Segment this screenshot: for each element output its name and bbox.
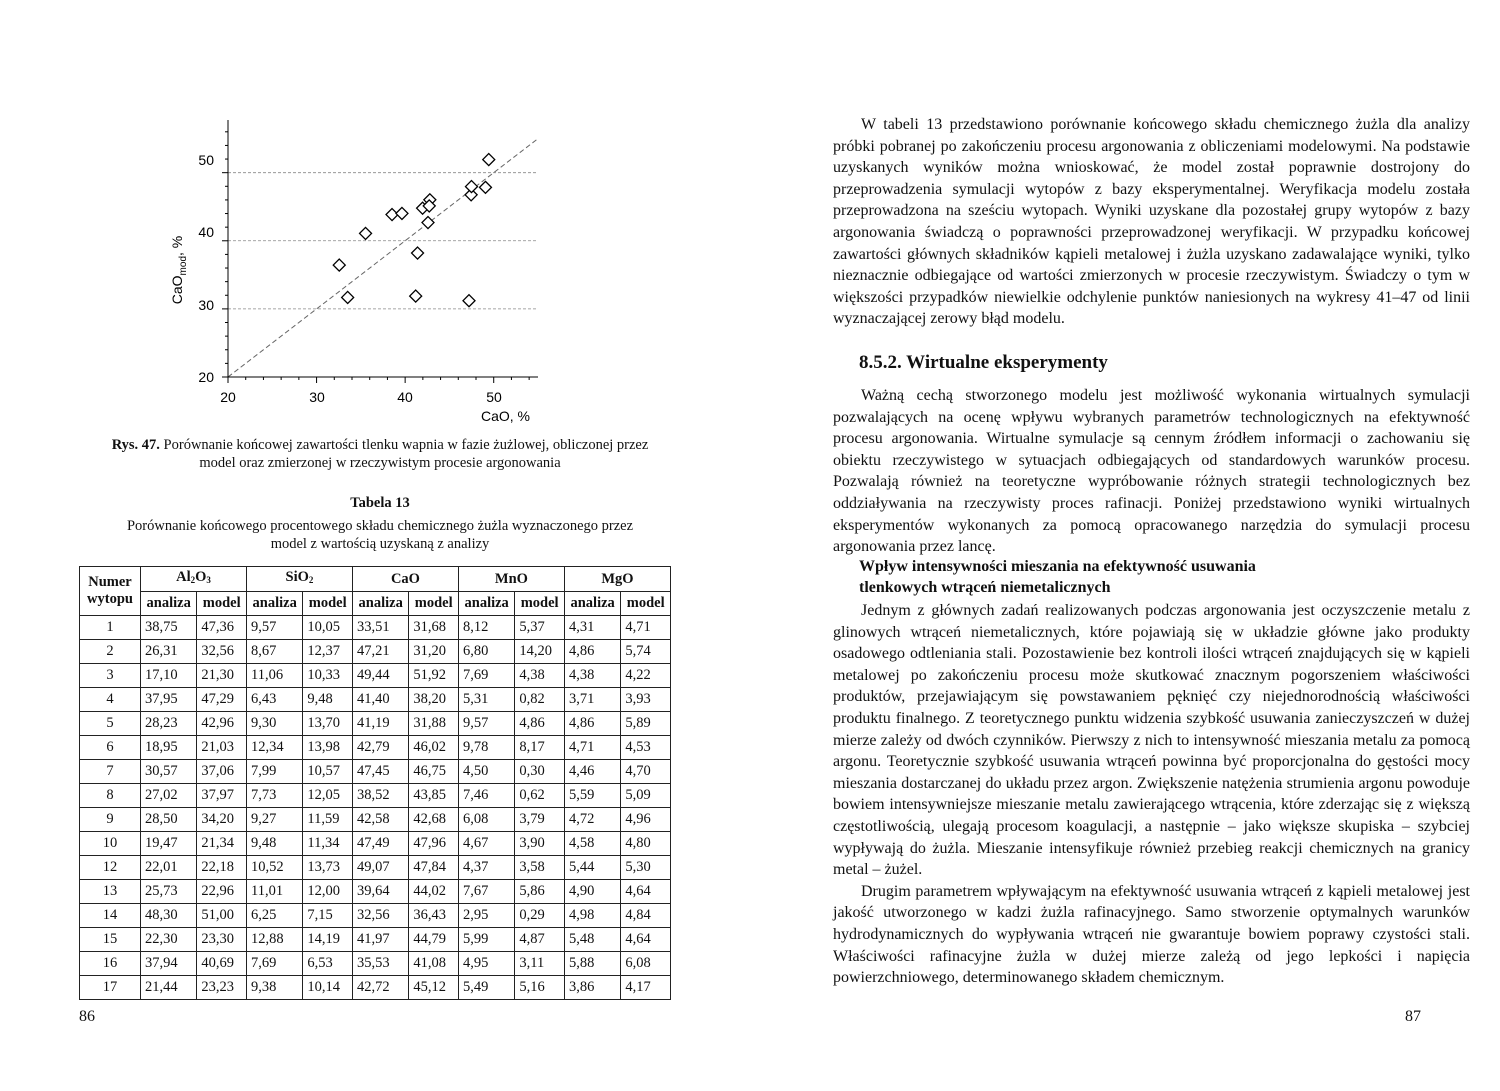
data-point (333, 259, 345, 271)
table-subheader-analiza: analiza (458, 592, 514, 616)
table-cell-value: 41,08 (409, 952, 459, 976)
table-cell-value: 31,68 (409, 616, 459, 640)
table-subheader-model: model (409, 592, 459, 616)
figure-caption (110, 436, 650, 472)
table-subheader-analiza: analiza (246, 592, 302, 616)
data-point (396, 207, 408, 219)
table-cell-value: 21,30 (197, 664, 247, 688)
table-cell-value: 6,08 (621, 952, 671, 976)
table-cell-value: 5,09 (621, 784, 671, 808)
data-point (410, 290, 422, 302)
table-cell-value: 27,02 (141, 784, 197, 808)
table-cell-value: 42,79 (352, 736, 408, 760)
table-cell-value: 4,98 (564, 904, 620, 928)
table-cell-value: 19,47 (141, 832, 197, 856)
table-cell-value: 5,37 (515, 616, 565, 640)
table-cell-value: 5,89 (621, 712, 671, 736)
table-header-numer: Numer wytopu (80, 567, 141, 616)
table-cell-value: 4,22 (621, 664, 671, 688)
table-cell-value: 4,96 (621, 808, 671, 832)
table-cell-value: 30,57 (141, 760, 197, 784)
data-point (342, 291, 354, 303)
table-cell-value: 0,62 (515, 784, 565, 808)
data-point (465, 181, 477, 193)
table-cell-number: 14 (80, 904, 141, 928)
table-cell-value: 49,07 (352, 856, 408, 880)
table-cell-number: 3 (80, 664, 141, 688)
table-label: Tabela 13 (350, 495, 410, 511)
table-cell-value: 21,34 (197, 832, 247, 856)
table-cell-value: 37,94 (141, 952, 197, 976)
table-cell-number: 6 (80, 736, 141, 760)
table-cell-value: 22,01 (141, 856, 197, 880)
table-cell-number: 12 (80, 856, 141, 880)
table-row (80, 856, 671, 880)
table-cell-value: 9,57 (458, 712, 514, 736)
table-cell-value: 9,78 (458, 736, 514, 760)
y-tick-label: 40 (198, 224, 214, 240)
y-tick-label: 20 (198, 369, 214, 385)
intro-text (833, 114, 1470, 330)
table-cell-value: 5,44 (564, 856, 620, 880)
table-cell-value: 28,50 (141, 808, 197, 832)
table-cell-value: 9,27 (246, 808, 302, 832)
page-number: 87 (1405, 1008, 1421, 1025)
cao-scatter-chart (160, 110, 580, 430)
table-cell-value: 32,56 (352, 904, 408, 928)
table-cell-value: 6,80 (458, 640, 514, 664)
table-cell-value: 5,86 (515, 880, 565, 904)
y-tick-label: 30 (198, 297, 214, 313)
table-cell-value: 12,88 (246, 928, 302, 952)
table-cell-number: 5 (80, 712, 141, 736)
table-cell-value: 4,37 (458, 856, 514, 880)
table-cell-value: 51,00 (197, 904, 247, 928)
table-cell-value: 3,79 (515, 808, 565, 832)
table-cell-number: 17 (80, 976, 141, 1000)
table-cell-value: 4,71 (621, 616, 671, 640)
table-description: Porównanie końcowego procentowego składu chemicznego żużla wyznaczonego przez model z wartością uzyskaną z analizy (126, 518, 634, 552)
table-cell-value: 10,14 (303, 976, 353, 1000)
table-cell-value: 41,40 (352, 688, 408, 712)
table-cell-value: 40,69 (197, 952, 247, 976)
table-cell-number: 16 (80, 952, 141, 976)
table-cell-value: 47,45 (352, 760, 408, 784)
table-row (80, 928, 671, 952)
table-cell-value: 48,30 (141, 904, 197, 928)
section-heading: 8.5.2. Wirtualne eksperymenty (859, 352, 1108, 373)
table-cell-value: 4,17 (621, 976, 671, 1000)
table-cell-value: 22,18 (197, 856, 247, 880)
table-cell-number: 7 (80, 760, 141, 784)
figure-caption-text: Porównanie końcowej zawartości tlenku wapnia w fazie żużlowej, obliczonej przez model oraz zmierzonej w rzeczywistym procesie argonowania (159, 437, 649, 471)
table-cell-number: 15 (80, 928, 141, 952)
x-axis-label: CaO, % (480, 408, 530, 424)
table-cell-value: 10,05 (303, 616, 353, 640)
table-cell-value: 37,95 (141, 688, 197, 712)
table-header-mgo: MgO (564, 567, 670, 592)
table-row (80, 760, 671, 784)
table-subheader-model: model (303, 592, 353, 616)
table-cell-value: 9,30 (246, 712, 302, 736)
table-cell-value: 38,20 (409, 688, 459, 712)
table-subheader-analiza: analiza (352, 592, 408, 616)
table-cell-value: 26,31 (141, 640, 197, 664)
table-cell-value: 7,69 (246, 952, 302, 976)
data-point (412, 247, 424, 259)
table-cell-value: 12,34 (246, 736, 302, 760)
table-cell-value: 22,30 (141, 928, 197, 952)
table-cell-value: 44,79 (409, 928, 459, 952)
table-row (80, 808, 671, 832)
table-cell-value: 34,20 (197, 808, 247, 832)
table-cell-value: 23,30 (197, 928, 247, 952)
table-cell-value: 41,97 (352, 928, 408, 952)
table-cell-value: 4,46 (564, 760, 620, 784)
table-cell-value: 4,50 (458, 760, 514, 784)
table-cell-value: 47,21 (352, 640, 408, 664)
table-cell-value: 8,67 (246, 640, 302, 664)
table-cell-value: 0,30 (515, 760, 565, 784)
table-cell-value: 44,02 (409, 880, 459, 904)
table-cell-value: 14,19 (303, 928, 353, 952)
composition-table (79, 566, 671, 1000)
table-body (80, 616, 671, 1000)
table-cell-value: 36,43 (409, 904, 459, 928)
table-cell-value: 37,06 (197, 760, 247, 784)
table-cell-value: 11,59 (303, 808, 353, 832)
table-cell-value: 4,90 (564, 880, 620, 904)
table-cell-value: 5,74 (621, 640, 671, 664)
paragraph: W tabeli 13 przedstawiono porównanie końcowego składu chemicznego żużla dla analizy próbki pobranej po zakończeniu procesu argonowania z obliczeniami modelowymi. Na podstawie uzyskanych wyników można wnioskować, że model został poprawnie dostrojony do przeprowadzenia symulacji wytopów z bazy eksperymentalnej. Weryfikacja modelu została przeprowadzona na sześciu wytopach. Wyniki uzyskane dla pozostałej grupy wytopów z bazy argonowania świadczą o poprawności przeprowadzonej weryfikacji. W przypadku końcowej zawartości głównych składników kąpieli metalowej i żużla uzyskano zadawalające wyniki, tylko nieznacznie odbiegające od wartości zmierzonych w procesie rzeczywistym. Świadczy o tym w większości przypadków niewielkie odchylenie punktów naniesionych na wykresy 41–47 od linii wyznaczającej zerowy błąd modelu. (833, 116, 1470, 328)
section-text (833, 385, 1470, 558)
table-cell-value: 5,88 (564, 952, 620, 976)
table-subheader-model: model (515, 592, 565, 616)
table-cell-value: 38,75 (141, 616, 197, 640)
right-page (750, 0, 1500, 1091)
table-subheader-analiza: analiza (564, 592, 620, 616)
table-cell-value: 21,44 (141, 976, 197, 1000)
table-cell-value: 0,29 (515, 904, 565, 928)
table-cell-value: 47,49 (352, 832, 408, 856)
table-row (80, 832, 671, 856)
table-cell-value: 3,11 (515, 952, 565, 976)
table-cell-value: 3,86 (564, 976, 620, 1000)
table-cell-value: 35,53 (352, 952, 408, 976)
table-cell-value: 4,86 (564, 640, 620, 664)
table-cell-value: 39,64 (352, 880, 408, 904)
table-cell-value: 47,96 (409, 832, 459, 856)
table-cell-value: 42,72 (352, 976, 408, 1000)
table-cell-value: 5,49 (458, 976, 514, 1000)
table-row (80, 640, 671, 664)
table-cell-value: 10,57 (303, 760, 353, 784)
table-cell-value: 22,96 (197, 880, 247, 904)
table-cell-value: 46,75 (409, 760, 459, 784)
table-cell-value: 38,52 (352, 784, 408, 808)
y-axis-label: CaO$_{mod}$, % (169, 235, 189, 305)
x-tick-label: 20 (220, 389, 236, 405)
y-tick-label: 50 (198, 152, 214, 168)
table-cell-value: 9,57 (246, 616, 302, 640)
table-cell-value: 7,99 (246, 760, 302, 784)
table-cell-value: 4,38 (515, 664, 565, 688)
data-point (463, 295, 475, 307)
table-cell-value: 17,10 (141, 664, 197, 688)
x-tick-label: 40 (397, 389, 413, 405)
table-row (80, 976, 671, 1000)
table-cell-number: 9 (80, 808, 141, 832)
table-cell-value: 7,73 (246, 784, 302, 808)
table-cell-value: 7,69 (458, 664, 514, 688)
table-cell-value: 51,92 (409, 664, 459, 688)
table-cell-value: 47,36 (197, 616, 247, 640)
table-cell-value: 4,86 (564, 712, 620, 736)
table-cell-value: 25,73 (141, 880, 197, 904)
table-row (80, 880, 671, 904)
table-cell-value: 5,16 (515, 976, 565, 1000)
table-cell-value: 46,02 (409, 736, 459, 760)
data-point (360, 227, 372, 239)
table-cell-value: 4,86 (515, 712, 565, 736)
table-cell-number: 1 (80, 616, 141, 640)
table-row (80, 616, 671, 640)
table-cell-value: 4,67 (458, 832, 514, 856)
table-row (80, 952, 671, 976)
table-cell-value: 42,58 (352, 808, 408, 832)
page-number: 86 (79, 1008, 95, 1025)
table-cell-value: 6,43 (246, 688, 302, 712)
x-tick-label: 30 (309, 389, 325, 405)
table-cell-value: 12,00 (303, 880, 353, 904)
table-row (80, 688, 671, 712)
chart-grid (228, 173, 538, 309)
table-row (80, 784, 671, 808)
table-cell-number: 8 (80, 784, 141, 808)
paragraph: Ważną cechą stworzonego modelu jest możliwość wykonania wirtualnych symulacji pozwalających na ocenę wpływu wybranych parametrów technologicznych na efektywność procesu argonowania. Wirtualne symulacje są cennym źródłem informacji o zachowaniu się obiektu rzeczywistego w sytuacjach odbiegających od standardowych warunków procesu. Pozwalają również na teoretyczne wypróbowanie różnych strategii technologicznych bez oddziaływania na rzeczywisty proces rafinacji. Poniżej przedstawiono wyniki wirtualnych eksperymentów wykonanych za pomocą opracowanego narzędzia do symulacji procesu argonowania przez lancę. (833, 387, 1470, 556)
table-cell-value: 8,12 (458, 616, 514, 640)
table-cell-value: 12,05 (303, 784, 353, 808)
table-cell-number: 10 (80, 832, 141, 856)
subsection-text (833, 600, 1470, 989)
table-cell-value: 18,95 (141, 736, 197, 760)
table-cell-value: 13,73 (303, 856, 353, 880)
table-cell-value: 32,56 (197, 640, 247, 664)
table-header-al2o3: $Al_2O_3$ (141, 567, 247, 592)
table-cell-value: 3,90 (515, 832, 565, 856)
chart-reference-line (228, 139, 538, 377)
table-cell-value: 7,15 (303, 904, 353, 928)
table-cell-value: 4,38 (564, 664, 620, 688)
data-point (479, 181, 491, 193)
table-cell-value: 7,46 (458, 784, 514, 808)
table-cell-value: 4,31 (564, 616, 620, 640)
table-cell-value: 42,68 (409, 808, 459, 832)
table-cell-value: 13,70 (303, 712, 353, 736)
table-cell-value: 3,58 (515, 856, 565, 880)
subsection-heading: Wpływ intensywności mieszania na efektywność usuwania tlenkowych wtrąceń niemetalicznych (859, 558, 1256, 596)
table-cell-value: 4,70 (621, 760, 671, 784)
table-cell-value: 5,31 (458, 688, 514, 712)
table-cell-value: 37,97 (197, 784, 247, 808)
table-cell-value: 7,67 (458, 880, 514, 904)
table-row (80, 664, 671, 688)
table-row (80, 736, 671, 760)
table-cell-value: 3,71 (564, 688, 620, 712)
table-cell-value: 28,23 (141, 712, 197, 736)
table-cell-value: 4,80 (621, 832, 671, 856)
table-cell-value: 21,03 (197, 736, 247, 760)
table-cell-value: 13,98 (303, 736, 353, 760)
chart-points (333, 154, 495, 307)
table-cell-value: 6,08 (458, 808, 514, 832)
table-cell-value: 5,59 (564, 784, 620, 808)
table-cell-value: 5,30 (621, 856, 671, 880)
table-row (80, 712, 671, 736)
table-cell-value: 14,20 (515, 640, 565, 664)
table-cell-value: 31,88 (409, 712, 459, 736)
table-cell-value: 4,53 (621, 736, 671, 760)
table-cell-number: 2 (80, 640, 141, 664)
table-cell-value: 4,87 (515, 928, 565, 952)
table-cell-value: 4,64 (621, 928, 671, 952)
table-row (80, 904, 671, 928)
table-cell-value: 3,93 (621, 688, 671, 712)
table-cell-value: 42,96 (197, 712, 247, 736)
table-cell-value: 47,29 (197, 688, 247, 712)
table-cell-value: 4,71 (564, 736, 620, 760)
table-cell-value: 4,72 (564, 808, 620, 832)
table-cell-number: 13 (80, 880, 141, 904)
table-cell-value: 47,84 (409, 856, 459, 880)
data-point (483, 154, 495, 166)
table-subheader-model: model (621, 592, 671, 616)
table-cell-value: 0,82 (515, 688, 565, 712)
table-cell-value: 9,48 (303, 688, 353, 712)
table-cell-number: 4 (80, 688, 141, 712)
table-cell-value: 49,44 (352, 664, 408, 688)
figure-caption-label: Rys. 47. (111, 437, 160, 453)
data-point (422, 217, 434, 229)
table-header-sio2: SiO$_2$ (246, 567, 352, 592)
table-cell-value: 43,85 (409, 784, 459, 808)
table-cell-value: 23,23 (197, 976, 247, 1000)
table-cell-value: 6,25 (246, 904, 302, 928)
table-cell-value: 4,84 (621, 904, 671, 928)
table-cell-value: 31,20 (409, 640, 459, 664)
paragraph: Drugim parametrem wpływającym na efektywność usuwania wtrąceń z kąpieli metalowej jest jakość utworzonego w kadzi żużla rafinacyjnego. Samo stworzenie optymalnych warunków hydrodynamicznych do wypływania wtrąceń nie gwarantuje bowiem poprawy czystości stali. Właściwości rafinacyjne żużla w dużej mierze zależą od jego lepkości i napięcia powierzchniowego, determinowanego składem chemicznym. (833, 882, 1470, 987)
table-cell-value: 33,51 (352, 616, 408, 640)
table-cell-value: 45,12 (409, 976, 459, 1000)
table-cell-value: 11,01 (246, 880, 302, 904)
table-cell-value: 9,48 (246, 832, 302, 856)
table-cell-value: 2,95 (458, 904, 514, 928)
table-header-mno: MnO (458, 567, 564, 592)
paragraph: Jednym z głównych zadań realizowanych podczas argonowania jest oczyszczenie metalu z glinowych wtrąceń niemetalicznych, które pojawiają się w układzie główne jako produkty osadowego odtleniania stali. Pozostawienie bez kontroli ilości wtrąceń znajdujących się w kąpieli metalowej po zakończeniu procesu może skutkować znacznym pogorszeniem właściwości produktów, przejawiającym się powstawaniem pęknięć czy niejednorodnością właściwości produktu finalnego. Z teoretycznego punktu widzenia szybkość usuwania zanieczyszczeń w dużej mierze zależy od dwóch czynników. Pierwszy z nich to intensywność mieszania metalu za pomocą argonu. Teoretycznie szybkość usuwania wtrąceń powinna być proporcjonalna do gęstości mocy mieszania dostarczanej do układu przez argon. Zwiększenie natężenia strumienia argonu powoduje bowiem intensywniejsze mieszanie metalu zawierającego wtrącenia, które zderzając się z większą częstotliwością, ulegają procesom koagulacji, a następnie – jako większe skupiska – szybciej wypływają do żużla. Mieszanie intensyfikuje również przebieg reakcji chemicznych na granicy metal – żużel. (833, 602, 1470, 879)
table-cell-value: 4,95 (458, 952, 514, 976)
table-cell-value: 8,17 (515, 736, 565, 760)
table-cell-value: 11,06 (246, 664, 302, 688)
table-cell-value: 5,99 (458, 928, 514, 952)
table-cell-value: 5,48 (564, 928, 620, 952)
table-cell-value: 9,38 (246, 976, 302, 1000)
table-cell-value: 12,37 (303, 640, 353, 664)
table-cell-value: 41,19 (352, 712, 408, 736)
table-cell-value: 11,34 (303, 832, 353, 856)
x-tick-label: 50 (486, 389, 502, 405)
table-cell-value: 6,53 (303, 952, 353, 976)
table-subheader-model: model (197, 592, 247, 616)
table-cell-value: 4,64 (621, 880, 671, 904)
zero-error-line (228, 139, 538, 377)
table-subheader-analiza: analiza (141, 592, 197, 616)
table-cell-value: 10,33 (303, 664, 353, 688)
table-cell-value: 10,52 (246, 856, 302, 880)
table-header-cao: CaO (352, 567, 458, 592)
table-cell-value: 4,58 (564, 832, 620, 856)
